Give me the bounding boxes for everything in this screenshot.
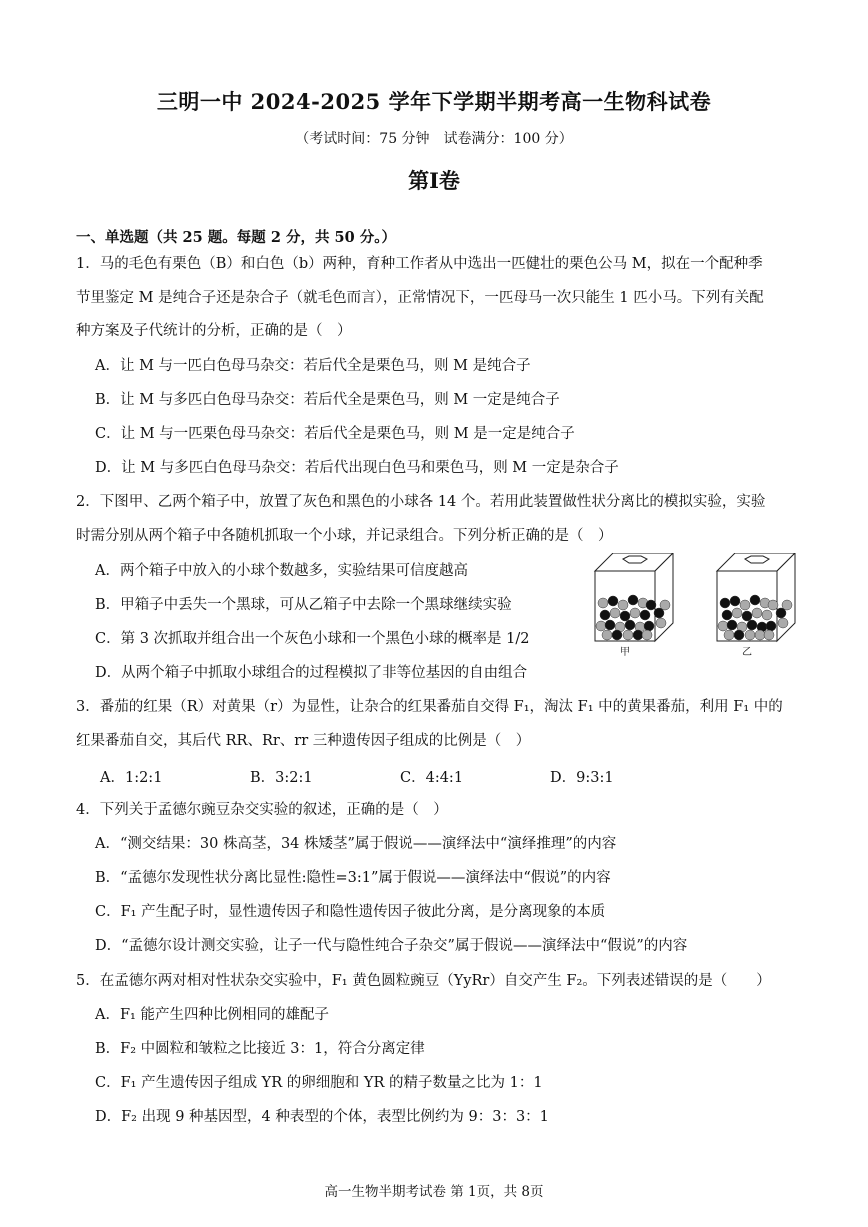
box-yi	[717, 553, 795, 641]
ball-icon	[732, 608, 742, 618]
q5-option-c: C．F₁ 产生遗传因子组成 YR 的卵细胞和 YR 的精子数量之比为 1：1	[95, 1075, 543, 1091]
ball-icon	[745, 630, 755, 640]
q4-stem-line: 4．下列关于孟德尔豌豆杂交实验的叙述，正确的是（ ）	[76, 802, 448, 818]
q2-stem-line: 2．下图甲、乙两个箱子中，放置了灰色和黑色的小球各 14 个。若用此装置做性状分离比的模拟实验，实验	[76, 494, 766, 510]
q4-option-d: D．“孟德尔设计测交实验，让子一代与隐性纯合子杂交”属于假说——演绎法中“假说”的内容	[95, 938, 688, 954]
ball-icon	[600, 610, 610, 620]
ball-icon	[610, 608, 620, 618]
q3-option-b: B．3:2:1	[250, 770, 313, 786]
q2-option-c: C．第 3 次抓取并组合出一个灰色小球和一个黑色小球的概率是 1/2	[95, 631, 530, 647]
q1-stem-line: 节里鉴定 M 是纯合子还是杂合子（就毛色而言），正常情况下，一匹母马一次只能生 1 匹小马。下列有关配	[76, 290, 764, 306]
q2-stem-line: 时需分别从两个箱子中各随机抓取一个小球，并记录组合。下列分析正确的是（ ）	[76, 528, 613, 544]
q3-options-row	[100, 766, 700, 787]
box-label-yi: 乙	[742, 647, 752, 658]
q5-option-b: B．F₂ 中圆粒和皱粒之比接近 3：1，符合分离定律	[95, 1041, 425, 1057]
box-label-jia: 甲	[620, 647, 630, 658]
ball-icon	[633, 630, 643, 640]
section-heading: 一、单选题（共 25 题。每题 2 分，共 50 分。）	[76, 229, 396, 246]
ball-icon	[630, 608, 640, 618]
ball-icon	[608, 596, 618, 606]
ball-icon	[623, 630, 633, 640]
q1-option-a: A．让 M 与一匹白色母马杂交：若后代全是栗色马，则 M 是纯合子	[95, 358, 531, 374]
q3-stem-line: 红果番茄自交，其后代 RR、Rr、rr 三种遗传因子组成的比例是（ ）	[76, 733, 531, 749]
q3-option-c: C．4:4:1	[400, 770, 464, 786]
q4-option-b: B．“孟德尔发现性状分离比显性:隐性=3:1”属于假说——演绎法中“假说”的内容	[95, 870, 611, 886]
page-footer: 高一生物半期考试卷 第 1页，共 8页	[324, 1184, 544, 1200]
ball-icon	[747, 620, 757, 630]
ball-icon	[618, 600, 628, 610]
q4-option-c: C．F₁ 产生配子时，显性遗传因子和隐性遗传因子彼此分离，是分离现象的本质	[95, 904, 606, 920]
ball-icon	[656, 618, 666, 628]
part-heading: 第Ⅰ卷	[408, 168, 460, 193]
ball-boxes-figure	[590, 553, 830, 663]
q1-option-c: C．让 M 与一匹栗色母马杂交：若后代全是栗色马，则 M 是一定是纯合子	[95, 426, 575, 442]
q2-option-a: A．两个箱子中放入的小球个数越多，实验结果可信度越高	[95, 563, 468, 579]
ball-icon	[764, 630, 774, 640]
ball-icon	[660, 600, 670, 610]
q2-option-b: B．甲箱子中丢失一个黑球，可从乙箱子中去除一个黑球继续实验	[95, 597, 512, 613]
q2-option-d: D．从两个箱子中抓取小球组合的过程模拟了非等位基因的自由组合	[95, 665, 528, 681]
ball-icon	[644, 621, 654, 631]
ball-icon	[602, 630, 612, 640]
ball-icon	[722, 610, 732, 620]
ball-icon	[612, 630, 622, 640]
q1-option-b: B．让 M 与多匹白色母马杂交：若后代全是栗色马，则 M 一定是纯合子	[95, 392, 560, 408]
box-jia	[595, 553, 673, 641]
ball-icon	[750, 595, 760, 605]
ball-icon	[724, 630, 734, 640]
q3-option-a: A．1:2:1	[100, 770, 163, 786]
exam-subtitle: （考试时间：75 分钟 试卷满分：100 分）	[295, 131, 573, 147]
ball-icon	[596, 621, 606, 631]
q1-stem-line: 种方案及子代统计的分析，正确的是（ ）	[76, 323, 352, 339]
ball-icon	[646, 600, 656, 610]
q1-option-d: D．让 M 与多匹白色母马杂交：若后代出现白色马和栗色马，则 M 一定是杂合子	[95, 460, 619, 476]
q5-stem-line: 5．在孟德尔两对相对性状杂交实验中，F₁ 黄色圆粒豌豆（YyRr）自交产生 F₂。下列表述错误的是（ ）	[76, 973, 771, 989]
ball-icon	[755, 630, 765, 640]
q1-stem-line: 1．马的毛色有栗色（B）和白色（b）两种，育种工作者从中选出一匹健壮的栗色公马 M，拟在一个配种季	[76, 256, 763, 272]
ball-icon	[752, 608, 762, 618]
ball-icon	[778, 618, 788, 628]
ball-icon	[762, 610, 772, 620]
ball-icon	[640, 610, 650, 620]
ball-icon	[768, 600, 778, 610]
ball-icon	[782, 600, 792, 610]
q4-option-a: A．“测交结果：30 株高茎，34 株矮茎”属于假说——演绎法中“演绎推理”的内容	[95, 836, 617, 852]
ball-icon	[642, 630, 652, 640]
ball-icon	[734, 630, 744, 640]
ball-icon	[620, 611, 630, 621]
ball-icon	[718, 621, 728, 631]
ball-icon	[628, 595, 638, 605]
ball-icon	[727, 620, 737, 630]
ball-icon	[740, 600, 750, 610]
ball-icon	[605, 620, 615, 630]
exam-title: 三明一中 2024-2025 学年下学期半期考高一生物科试卷	[156, 89, 712, 114]
ball-icon	[730, 596, 740, 606]
ball-icon	[742, 611, 752, 621]
q5-option-d: D．F₂ 出现 9 种基因型，4 种表型的个体，表型比例约为 9：3：3：1	[95, 1109, 549, 1125]
ball-icon	[720, 598, 730, 608]
q3-option-d: D．9:3:1	[550, 770, 614, 786]
q3-stem-line: 3．番茄的红果（R）对黄果（r）为显性，让杂合的红果番茄自交得 F₁，淘汰 F₁ 中的黄果番茄，利用 F₁ 中的	[76, 699, 783, 715]
ball-icon	[598, 598, 608, 608]
ball-icon	[625, 620, 635, 630]
ball-icon	[766, 621, 776, 631]
q5-option-a: A．F₁ 能产生四种比例相同的雄配子	[95, 1007, 329, 1023]
